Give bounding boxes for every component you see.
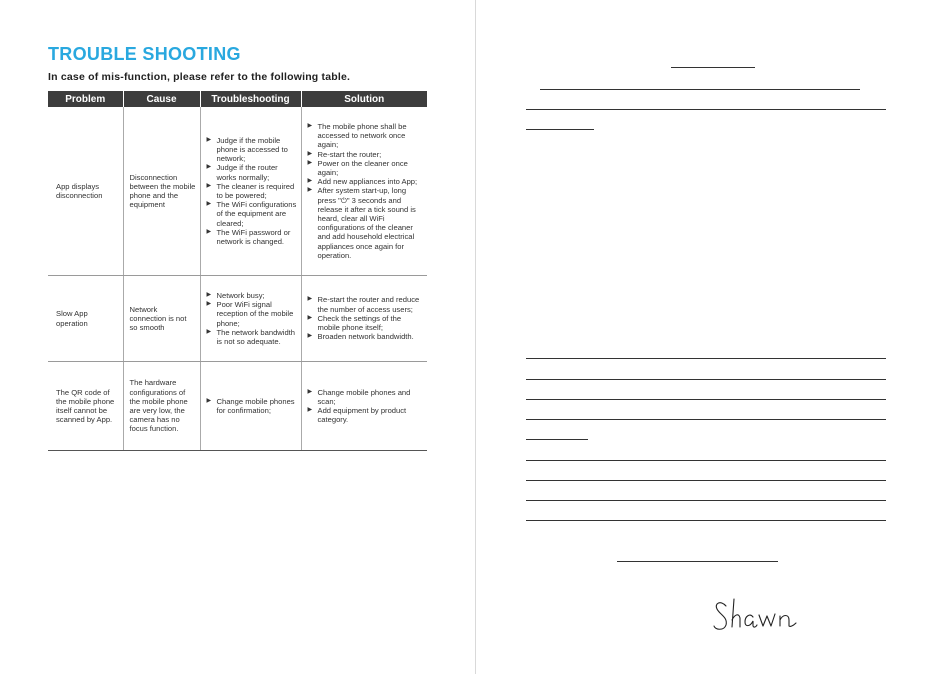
problem-cell: App displays disconnection (48, 107, 123, 276)
troubleshooting-item: ▶ The network bandwidth is not so adequate. (207, 328, 297, 346)
solution-item: ▶ Check the settings of the mobile phone itself; (308, 314, 424, 332)
troubleshooting-item: ▶ Judge if the router works normally; (207, 163, 297, 181)
solution-cell (301, 362, 427, 451)
troubleshooting-item: ▶ Network busy; (207, 291, 297, 300)
blank-line (526, 520, 886, 521)
problem-cell: The QR code of the mobile phone itself cannot be scanned by App. (48, 362, 123, 451)
blank-line (526, 500, 886, 501)
troubleshooting-item: ▶ Poor WiFi signal reception of the mobile phone; (207, 300, 297, 328)
solution-item: ▶ Re-start the router and reduce the number of access users; (308, 295, 424, 313)
troubleshooting-item: ▶ The WiFi password or network is changed. (207, 228, 297, 246)
blank-line (526, 399, 886, 400)
solution-item: ▶ Re-start the router; (308, 150, 424, 159)
header-solution: Solution (301, 91, 427, 107)
troubleshooting-table (48, 91, 427, 451)
solution-item: ▶ Add new appliances into App; (308, 177, 424, 186)
blank-line (540, 89, 860, 90)
table-row (48, 107, 427, 276)
blank-line (526, 129, 594, 130)
header-problem: Problem (48, 91, 123, 107)
troubleshooting-item: ▶ Judge if the mobile phone is accessed to network; (207, 136, 297, 164)
blank-line (526, 460, 886, 461)
solution-item: ▶ Power on the cleaner once again; (308, 159, 424, 177)
table-row (48, 362, 427, 451)
solution-cell (301, 107, 427, 276)
blank-line (526, 480, 886, 481)
blank-line (526, 358, 886, 359)
table-row (48, 276, 427, 362)
signature-line (617, 561, 778, 562)
solution-item: ▶ After system start-up, long press "⏻" 3 seconds and release it after a tick sound is heard, clear all WiFi configurations of the cleaner and add household electrical appliances once again for operation. (308, 186, 424, 260)
troubleshooting-item: ▶ The WiFi configurations of the equipment are cleared; (207, 200, 297, 228)
solution-item: ▶ Change mobile phones and scan; (308, 388, 424, 406)
cause-cell: The hardware configurations of the mobile phone are very low, the camera has no focus function. (123, 362, 200, 451)
page-title: TROUBLE SHOOTING (48, 44, 241, 64)
handwritten-signature (712, 596, 812, 636)
right-page (476, 0, 950, 674)
page-subtitle: In case of mis-function, please refer to the following table. (48, 71, 351, 83)
solution-cell (301, 276, 427, 362)
header-cause: Cause (123, 91, 200, 107)
troubleshooting-cell (200, 276, 301, 362)
solution-item: ▶ Add equipment by product category. (308, 406, 424, 424)
cause-cell: Network connection is not so smooth (123, 276, 200, 362)
blank-line (526, 379, 886, 380)
cause-cell: Disconnection between the mobile phone and the equipment (123, 107, 200, 276)
problem-cell: Slow App operation (48, 276, 123, 362)
header-troubleshooting: Troubleshooting (200, 91, 301, 107)
troubleshooting-cell (200, 362, 301, 451)
troubleshooting-item: ▶ The cleaner is required to be powered; (207, 182, 297, 200)
blank-line (526, 109, 886, 110)
troubleshooting-cell (200, 107, 301, 276)
blank-line (671, 67, 755, 68)
troubleshooting-item: ▶ Change mobile phones for confirmation; (207, 397, 297, 415)
blank-line (526, 419, 886, 420)
solution-item: ▶ Broaden network bandwidth. (308, 332, 424, 341)
solution-item: ▶ The mobile phone shall be accessed to network once again; (308, 122, 424, 150)
blank-line (526, 439, 588, 440)
table-header-row (48, 91, 427, 107)
